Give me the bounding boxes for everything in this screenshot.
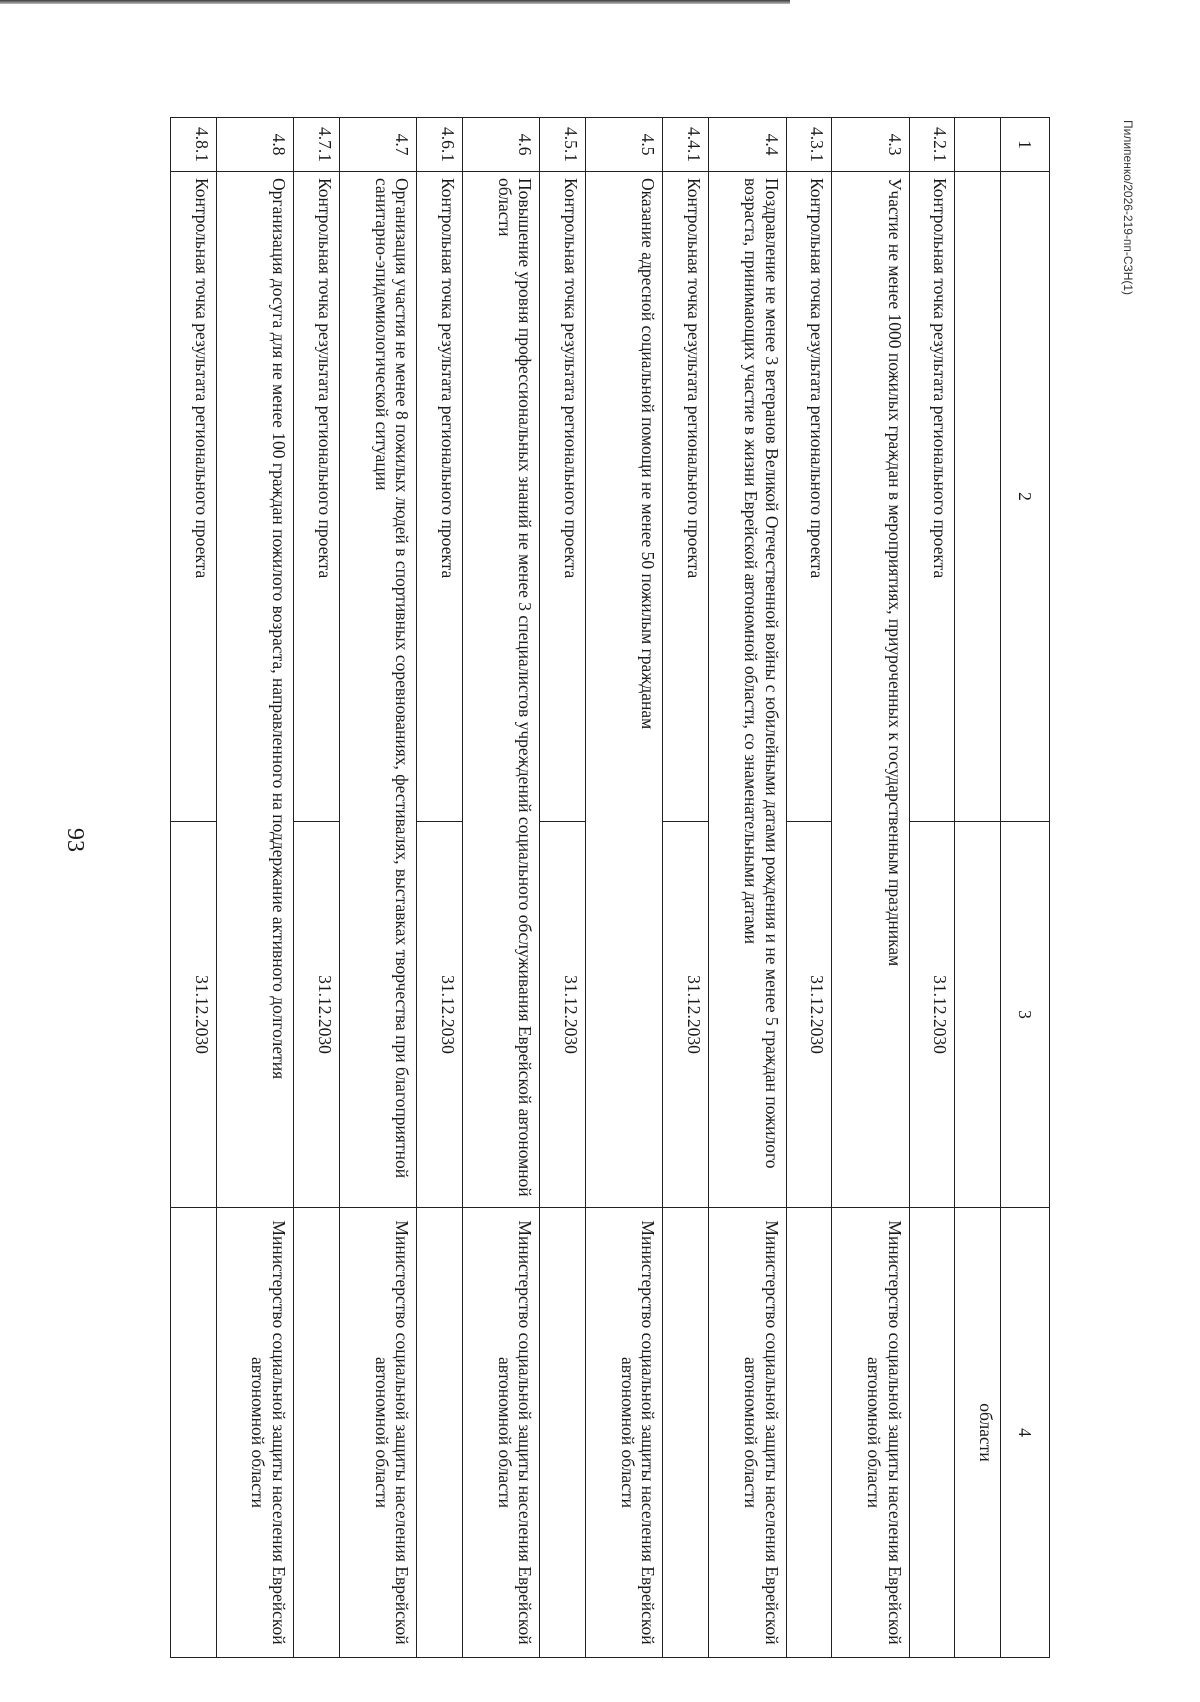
plan-table	[170, 117, 1050, 1658]
deadline-date-cell: 31.12.2030	[663, 822, 709, 1208]
row-number-cell: 4.7	[339, 118, 416, 172]
row-number-cell: 4.3	[832, 118, 909, 172]
document-id: Пилипенко/2026-219-пп-СЗН(1)	[1121, 120, 1135, 296]
responsible-cell	[294, 1208, 340, 1658]
responsible-cell: Министерство социальной защиты населения Еврейской автономной области	[216, 1208, 293, 1658]
continuation-date-cell	[955, 822, 1001, 1208]
table-row	[294, 118, 340, 1658]
checkpoint-name-cell: Контрольная точка результата регионального проекта	[540, 172, 586, 822]
table-row	[417, 118, 463, 1658]
header-cell-3: 3	[1001, 822, 1050, 1208]
responsible-cell	[786, 1208, 832, 1658]
deadline-date-cell: 31.12.2030	[909, 822, 955, 1208]
responsible-cell	[171, 1208, 217, 1658]
header-cell-4: 4	[1001, 1208, 1050, 1658]
activity-name-cell: Участие не менее 1000 пожилых граждан в мероприятиях, приуроченных к государственным праздникам	[832, 172, 909, 1208]
responsible-cell	[909, 1208, 955, 1658]
activity-name-cell: Организация досуга для не менее 100 граждан пожилого возраста, направленного на поддержание активного долголетия	[216, 172, 293, 1208]
row-number-cell: 4.5	[586, 118, 663, 172]
table-row	[216, 118, 293, 1658]
row-number-cell: 4.3.1	[786, 118, 832, 172]
row-number-cell: 4.7.1	[294, 118, 340, 172]
continuation-resp-cell: области	[955, 1208, 1001, 1658]
page-number: 93	[62, 828, 88, 852]
responsible-cell: Министерство социальной защиты населения Еврейской автономной области	[462, 1208, 539, 1658]
header-cell-1: 1	[1001, 118, 1050, 172]
checkpoint-name-cell: Контрольная точка результата регионального проекта	[171, 172, 217, 822]
row-number-cell: 4.4	[709, 118, 786, 172]
table-row	[462, 118, 539, 1658]
row-number-cell: 4.4.1	[663, 118, 709, 172]
table-row	[786, 118, 832, 1658]
responsible-cell	[540, 1208, 586, 1658]
deadline-date-cell: 31.12.2030	[171, 822, 217, 1208]
header-cell-2: 2	[1001, 172, 1050, 822]
activity-name-cell: Оказание адресной социальной помощи не менее 50 пожилым гражданам	[586, 172, 663, 1208]
checkpoint-name-cell: Контрольная точка результата регионального проекта	[663, 172, 709, 822]
continuation-name-cell	[955, 172, 1001, 822]
table-row	[540, 118, 586, 1658]
table-row	[832, 118, 909, 1658]
row-number-cell: 4.6	[462, 118, 539, 172]
deadline-date-cell: 31.12.2030	[294, 822, 340, 1208]
table-row	[339, 118, 416, 1658]
responsible-cell	[417, 1208, 463, 1658]
responsible-cell: Министерство социальной защиты населения Еврейской автономной области	[586, 1208, 663, 1658]
responsible-cell	[663, 1208, 709, 1658]
table-row	[586, 118, 663, 1658]
responsible-cell: Министерство социальной защиты населения Еврейской автономной области	[339, 1208, 416, 1658]
deadline-date-cell: 31.12.2030	[540, 822, 586, 1208]
table-row	[909, 118, 955, 1658]
row-number-cell: 4.8	[216, 118, 293, 172]
continuation-row	[955, 118, 1001, 1658]
checkpoint-name-cell: Контрольная точка результата регионального проекта	[786, 172, 832, 822]
responsible-cell: Министерство социальной защиты населения Еврейской автономной области	[832, 1208, 909, 1658]
responsible-cell: Министерство социальной защиты населения Еврейской автономной области	[709, 1208, 786, 1658]
row-number-cell: 4.2.1	[909, 118, 955, 172]
row-number-cell: 4.8.1	[171, 118, 217, 172]
table-row	[663, 118, 709, 1658]
scan-edge	[0, 0, 790, 4]
activity-name-cell: Повышение уровня профессиональных знаний не менее 3 специалистов учреждений социального обслуживания Еврейской автономной области	[462, 172, 539, 1208]
table-row	[709, 118, 786, 1658]
continuation-num-cell	[955, 118, 1001, 172]
activity-name-cell: Поздравление не менее 3 ветеранов Великой Отечественной войны с юбилейными датами рождения и не менее 5 граждан пожилого возраста, принимающих участие в жизни Еврейской автономной области, со знаменательными датами	[709, 172, 786, 1208]
deadline-date-cell: 31.12.2030	[786, 822, 832, 1208]
activity-name-cell: Организация участия не менее 8 пожилых людей в спортивных соревнованиях, фестивалях, выставках творчества при благоприятной санитарно-эпидемиологической ситуации	[339, 172, 416, 1208]
table-row	[171, 118, 217, 1658]
checkpoint-name-cell: Контрольная точка результата регионального проекта	[294, 172, 340, 822]
deadline-date-cell: 31.12.2030	[417, 822, 463, 1208]
checkpoint-name-cell: Контрольная точка результата регионального проекта	[909, 172, 955, 822]
header-row	[1001, 118, 1050, 1658]
plan-table-container	[170, 117, 1050, 1657]
row-number-cell: 4.5.1	[540, 118, 586, 172]
checkpoint-name-cell: Контрольная точка результата регионального проекта	[417, 172, 463, 822]
row-number-cell: 4.6.1	[417, 118, 463, 172]
